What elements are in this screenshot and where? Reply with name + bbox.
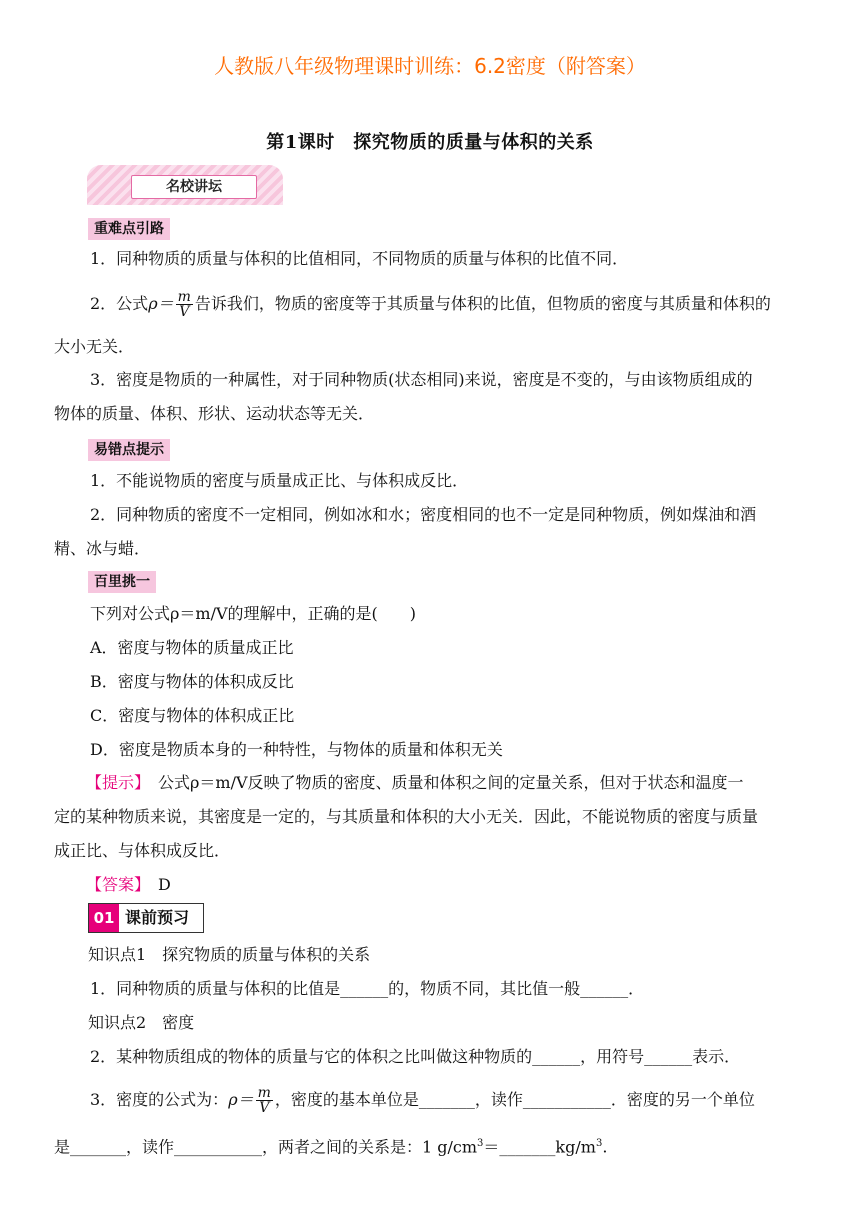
preview-question-3-line2	[54, 1132, 607, 1159]
answer-line	[86, 873, 171, 897]
section-badge	[88, 903, 204, 933]
banner-label: 名校讲坛	[131, 175, 257, 199]
preview-question-3-line1	[90, 1086, 755, 1115]
q3-fraction	[256, 1086, 273, 1115]
tag-key-points: 重难点引路	[88, 218, 170, 240]
answer-value: D	[142, 875, 171, 894]
q3-line2-b: ＝_______kg/m	[483, 1137, 596, 1157]
q3-rho: ρ＝	[228, 1090, 254, 1109]
fraction-denominator: V	[179, 304, 190, 320]
q3-rest: ，密度的基本单位是_______，读作___________．密度的另一个单位	[274, 1090, 755, 1109]
option-d: D．密度是物质本身的一种特性，与物体的质量和体积无关	[90, 740, 503, 759]
q3-line2-c: .	[602, 1137, 608, 1157]
q3-line2-a: 是_______，读作___________，两者之间的关系是：1 g/cm	[54, 1137, 478, 1157]
preview-question-2: 2．某种物质组成的物体的质量与它的体积之比叫做这种物质的______，用符号______表示．	[90, 1047, 741, 1066]
knowledge-point-2: 知识点2 密度	[88, 1013, 195, 1032]
document-title: 人教版八年级物理课时训练：6.2密度（附答案）	[214, 54, 646, 78]
formula-fraction	[176, 290, 193, 319]
formula-rho: ρ＝	[148, 294, 174, 313]
hint-label: 【提示】	[86, 773, 143, 792]
hint-line3: 成正比、与体积成反比．	[54, 841, 231, 860]
knowledge-point-1: 知识点1 探究物质的质量与体积的关系	[88, 945, 371, 964]
tag-common-mistakes: 易错点提示	[88, 439, 170, 461]
kp2-prefix: 2．公式	[90, 294, 149, 313]
section-number: 01	[89, 904, 119, 932]
key-point-2-line2: 大小无关．	[54, 337, 135, 356]
key-point-3-line2: 物体的质量、体积、形状、运动状态等无关．	[54, 404, 375, 423]
preview-question-1: 1．同种物质的质量与体积的比值是______的，物质不同，其比值一般______．	[90, 979, 645, 998]
option-a: A．密度与物体的质量成正比	[90, 638, 294, 657]
mistake-1: 1．不能说物质的密度与质量成正比、与体积成反比．	[90, 471, 469, 490]
q3-prefix: 3．密度的公式为：	[90, 1090, 229, 1109]
lesson-title: 第1课时 探究物质的质量与体积的关系	[266, 132, 594, 153]
answer-label: 【答案】	[86, 875, 143, 894]
q3-numerator: m	[257, 1085, 271, 1101]
option-c: C．密度与物体的体积成正比	[90, 706, 295, 725]
section-banner	[87, 165, 283, 205]
hint-text-1: 公式ρ＝m/V反映了物质的密度、质量和体积之间的定量关系，但对于状态和温度一	[142, 773, 744, 792]
section-title: 课前预习	[125, 908, 190, 927]
mistake-2-line1: 2．同种物质的密度不一定相同，例如冰和水；密度相同的也不一定是同种物质，例如煤油和酒	[90, 505, 757, 524]
key-point-2-line1	[90, 290, 771, 319]
hint-line2: 定的某种物质来说，其密度是一定的，与其质量和体积的大小无关．因此，不能说物质的密度与质量	[54, 807, 759, 826]
option-b: B．密度与物体的体积成反比	[90, 672, 294, 691]
q3-denominator: V	[259, 1100, 270, 1116]
mistake-2-line2: 精、冰与蜡．	[54, 539, 151, 558]
q3-sup1: 3	[477, 1138, 484, 1149]
key-point-1: 1．同种物质的质量与体积的比值相同，不同物质的质量与体积的比值不同．	[90, 249, 629, 268]
q3-sup2: 3	[595, 1138, 603, 1149]
kp2-rest: 告诉我们，物质的密度等于其质量与体积的比值，但物质的密度与其质量和体积的	[194, 294, 771, 313]
tag-example: 百里挑一	[88, 571, 156, 593]
hint-line1	[86, 771, 744, 795]
example-question: 下列对公式ρ＝m/V的理解中，正确的是( )	[90, 604, 417, 623]
fraction-numerator: m	[177, 289, 191, 305]
key-point-3-line1: 3．密度是物质的一种属性，对于同种物质(状态相同)来说，密度是不变的，与由该物质组成的	[90, 370, 753, 389]
